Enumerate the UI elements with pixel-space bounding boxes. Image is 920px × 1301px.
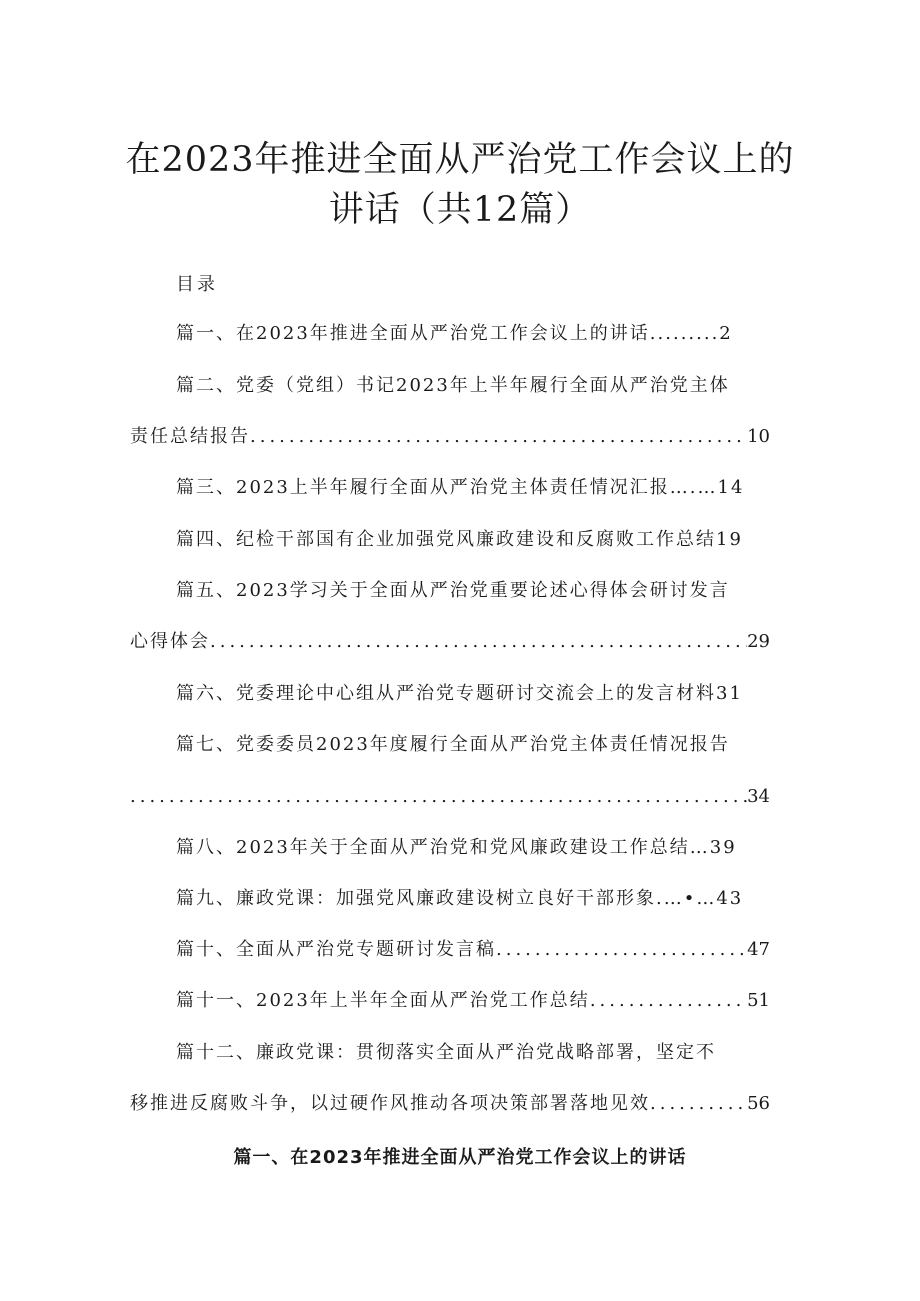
toc-entry-10-title: 篇十、全面从严治党专题研讨发言稿 (176, 939, 496, 960)
toc-entry-7-line-2[interactable] (130, 784, 770, 810)
toc-entry-2-line-1[interactable]: 篇二、党委（党组）书记2023年上半年履行全面从严治党主体 (176, 375, 730, 396)
toc-entry-10-page: 47 (747, 939, 770, 960)
toc-entry-8[interactable]: 篇八、2023年关于全面从严治党和党风廉政建设工作总结…39 (176, 837, 737, 858)
section-heading: 篇一、在2023年推进全面从严治党工作会议上的讲话 (233, 1147, 687, 1168)
toc-entry-11-title: 篇十一、2023年上半年全面从严治党工作总结 (176, 990, 590, 1011)
toc-entry-2-page: 10 (747, 426, 770, 447)
toc-entry-9[interactable]: 篇九、廉政党课：加强党风廉政建设树立良好干部形象.…•…43 (176, 888, 744, 909)
toc-entry-12-line-1[interactable]: 篇十二、廉政党课：贯彻落实全面从严治党战略部署，坚定不 (176, 1042, 716, 1063)
toc-entry-1[interactable]: 篇一、在2023年推进全面从严治党工作会议上的讲话.........2 (176, 323, 733, 344)
toc-entry-7-page: 34 (747, 786, 770, 807)
toc-entry-2-title-end: 责任总结报告 (130, 426, 250, 447)
toc-leader-dots (130, 784, 747, 810)
toc-entry-5-title-end: 心得体会 (130, 631, 210, 652)
toc-leader-dots (210, 629, 747, 655)
document-title-line-1: 在2023年推进全面从严治党工作会议上的 (125, 140, 795, 180)
toc-entry-11-page: 51 (747, 990, 770, 1011)
toc-entry-5-line-1[interactable]: 篇五、2023学习关于全面从严治党重要论述心得体会研讨发言 (176, 580, 730, 601)
toc-entry-12-title-end: 移推进反腐败斗争，以过硬作风推动各项决策部署落地见效 (130, 1093, 650, 1114)
toc-leader-dots (650, 1091, 747, 1117)
toc-entry-3[interactable]: 篇三、2023上半年履行全面从严治党主体责任情况汇报….…14 (176, 477, 745, 498)
toc-heading: 目录 (176, 274, 218, 295)
toc-leader-dots (250, 424, 747, 450)
toc-entry-5-page: 29 (747, 631, 770, 652)
toc-entry-2-line-2[interactable] (130, 424, 770, 450)
toc-entry-11[interactable] (176, 988, 770, 1014)
document-title-line-2: 讲话（共12篇） (328, 190, 592, 230)
toc-entry-10[interactable] (176, 937, 770, 963)
toc-entry-4[interactable]: 篇四、纪检干部国有企业加强党风廉政建设和反腐败工作总结19 (176, 529, 743, 550)
toc-entry-6[interactable]: 篇六、党委理论中心组从严治党专题研讨交流会上的发言材料31 (176, 683, 743, 704)
toc-entry-7-line-1[interactable]: 篇七、党委委员2023年度履行全面从严治党主体责任情况报告 (176, 734, 730, 755)
toc-leader-dots (496, 937, 747, 963)
document-title (0, 135, 920, 235)
toc-entry-12-page: 56 (747, 1093, 770, 1114)
toc-entry-12-line-2[interactable] (130, 1091, 770, 1117)
toc-leader-dots (590, 988, 747, 1014)
toc-entry-5-line-2[interactable] (130, 629, 770, 655)
